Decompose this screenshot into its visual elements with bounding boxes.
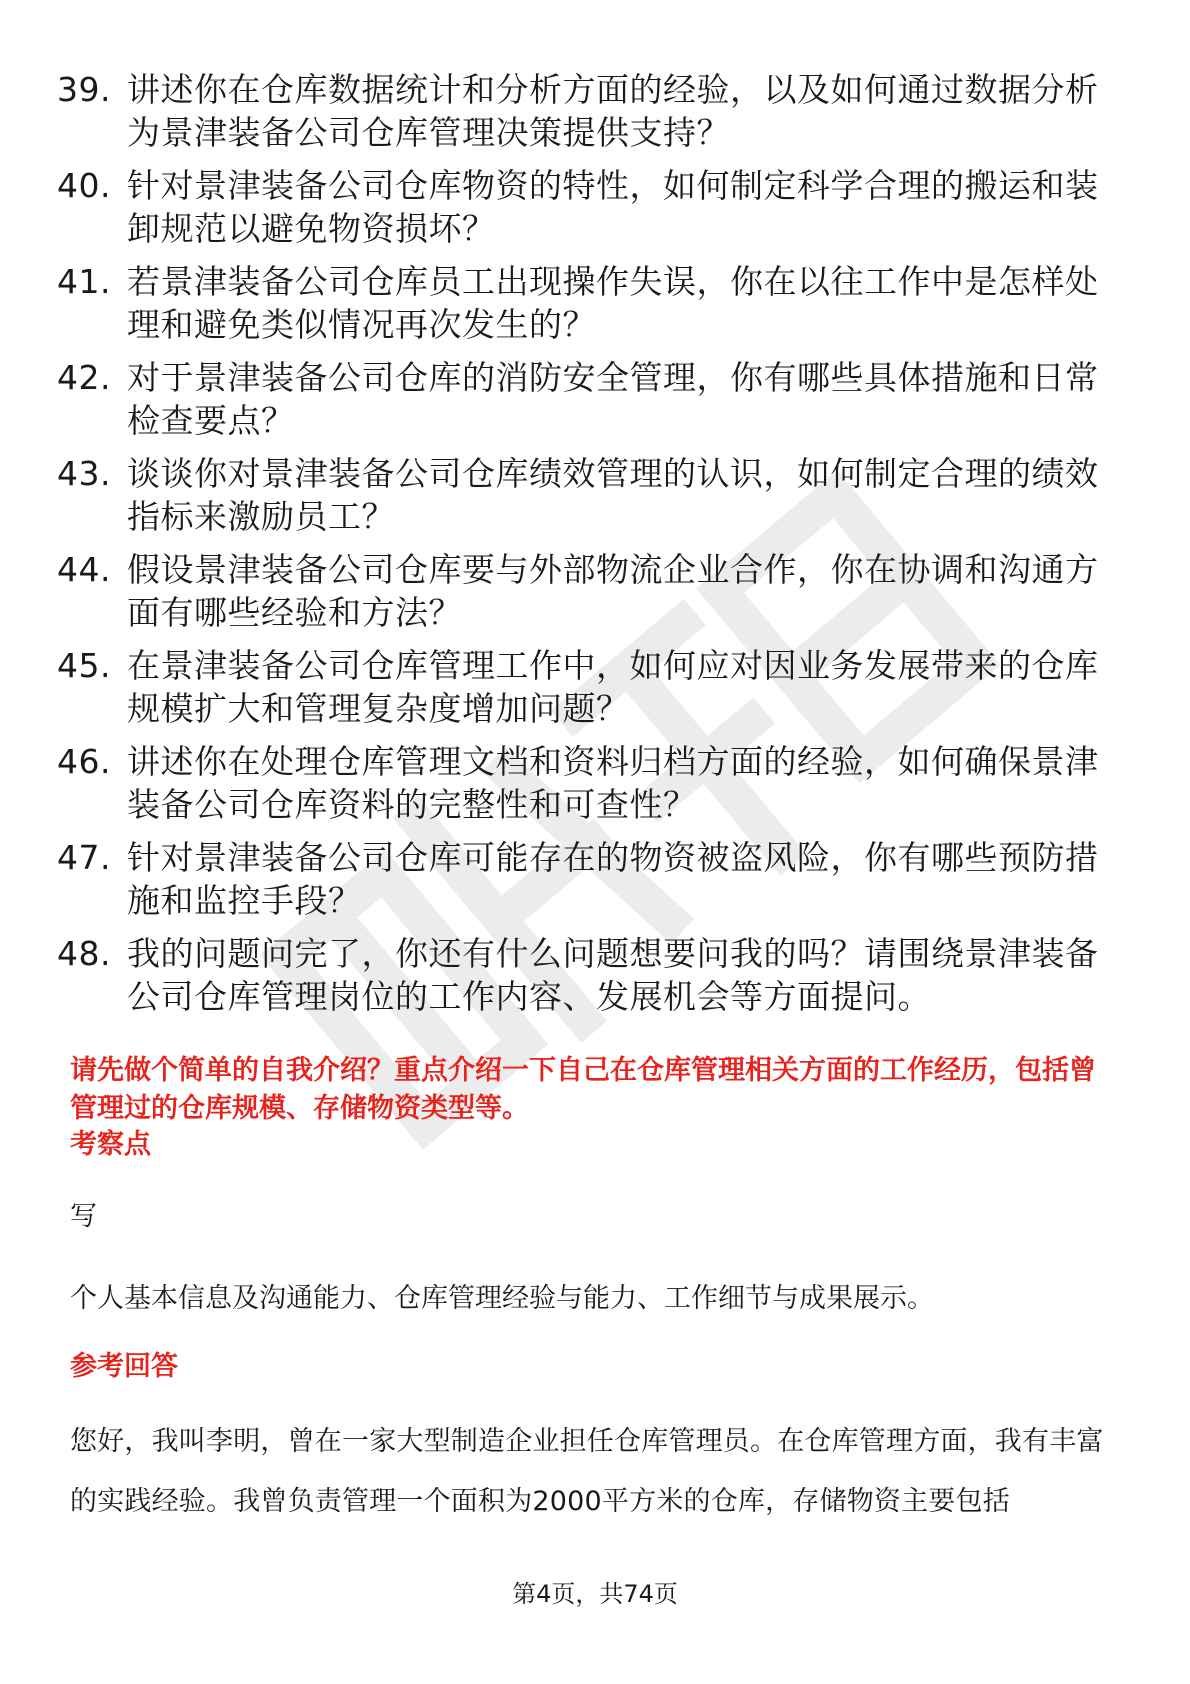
question-number: 42.: [57, 358, 111, 397]
question-text: 谈谈你对景津装备公司仓库绩效管理的认识，如何制定合理的绩效指标来激励员工？: [127, 454, 1099, 536]
question-text: 讲述你在仓库数据统计和分析方面的经验，以及如何通过数据分析为景津装备公司仓库管理决策提供支持？: [127, 70, 1099, 152]
reference-answer: 您好，我叫李明，曾在一家大型制造企业担任仓库管理员。在仓库管理方面，我有丰富的实践经验。我曾负责管理一个面积为2000平方米的仓库，存储物资主要包括: [70, 1426, 1104, 1517]
question-number: 43.: [57, 454, 111, 493]
question-text: 若景津装备公司仓库员工出现操作失误，你在以往工作中是怎样处理和避免类似情况再次发生的？: [127, 262, 1099, 344]
question-text: 针对景津装备公司仓库物资的特性，如何制定科学合理的搬运和装卸规范以避免物资损坏？: [127, 166, 1099, 248]
question-number: 44.: [57, 550, 111, 589]
question-number: 47.: [57, 838, 111, 877]
focus-section-title: 考察点: [70, 1129, 151, 1160]
question-item: [57, 260, 1127, 346]
question-text: 在景津装备公司仓库管理工作中，如何应对因业务发展带来的仓库规模扩大和管理复杂度增加问题？: [127, 646, 1099, 728]
question-number: 39.: [57, 70, 111, 109]
question-number: 46.: [57, 742, 111, 781]
question-item: [57, 356, 1127, 442]
question-text: 我的问题问完了，你还有什么问题想要问我的吗？请围绕景津装备公司仓库管理岗位的工作内容、发展机会等方面提问。: [127, 934, 1099, 1016]
question-item: [57, 452, 1127, 538]
question-item: [57, 548, 1127, 634]
question-text: 对于景津装备公司仓库的消防安全管理，你有哪些具体措施和日常检查要点？: [127, 358, 1099, 440]
focus-description: 个人基本信息及沟通能力、仓库管理经验与能力、工作细节与成果展示。: [70, 1283, 934, 1314]
answer-section-title: 参考回答: [70, 1351, 178, 1382]
question-number: 48.: [57, 934, 111, 973]
question-item: [57, 932, 1127, 1018]
question-number: 40.: [57, 166, 111, 205]
question-item: [57, 644, 1127, 730]
question-number: 41.: [57, 262, 111, 301]
page-number: 第4页，共74页: [512, 1580, 678, 1608]
question-text: 假设景津装备公司仓库要与外部物流企业合作，你在协调和沟通方面有哪些经验和方法？: [127, 550, 1099, 632]
question-item: [57, 68, 1127, 154]
interview-prompt: 请先做个简单的自我介绍？重点介绍一下自己在仓库管理相关方面的工作经历，包括曾管理过的仓库规模、存储物资类型等。: [70, 1055, 1096, 1124]
question-item: [57, 740, 1127, 826]
question-item: [57, 164, 1127, 250]
question-number: 45.: [57, 646, 111, 685]
focus-placeholder: 写: [70, 1201, 97, 1232]
question-list: [57, 68, 1127, 1028]
question-item: [57, 836, 1127, 922]
question-text: 针对景津装备公司仓库可能存在的物资被盗风险，你有哪些预防措施和监控手段？: [127, 838, 1099, 920]
question-text: 讲述你在处理仓库管理文档和资料归档方面的经验，如何确保景津装备公司仓库资料的完整性和可查性？: [127, 742, 1099, 824]
